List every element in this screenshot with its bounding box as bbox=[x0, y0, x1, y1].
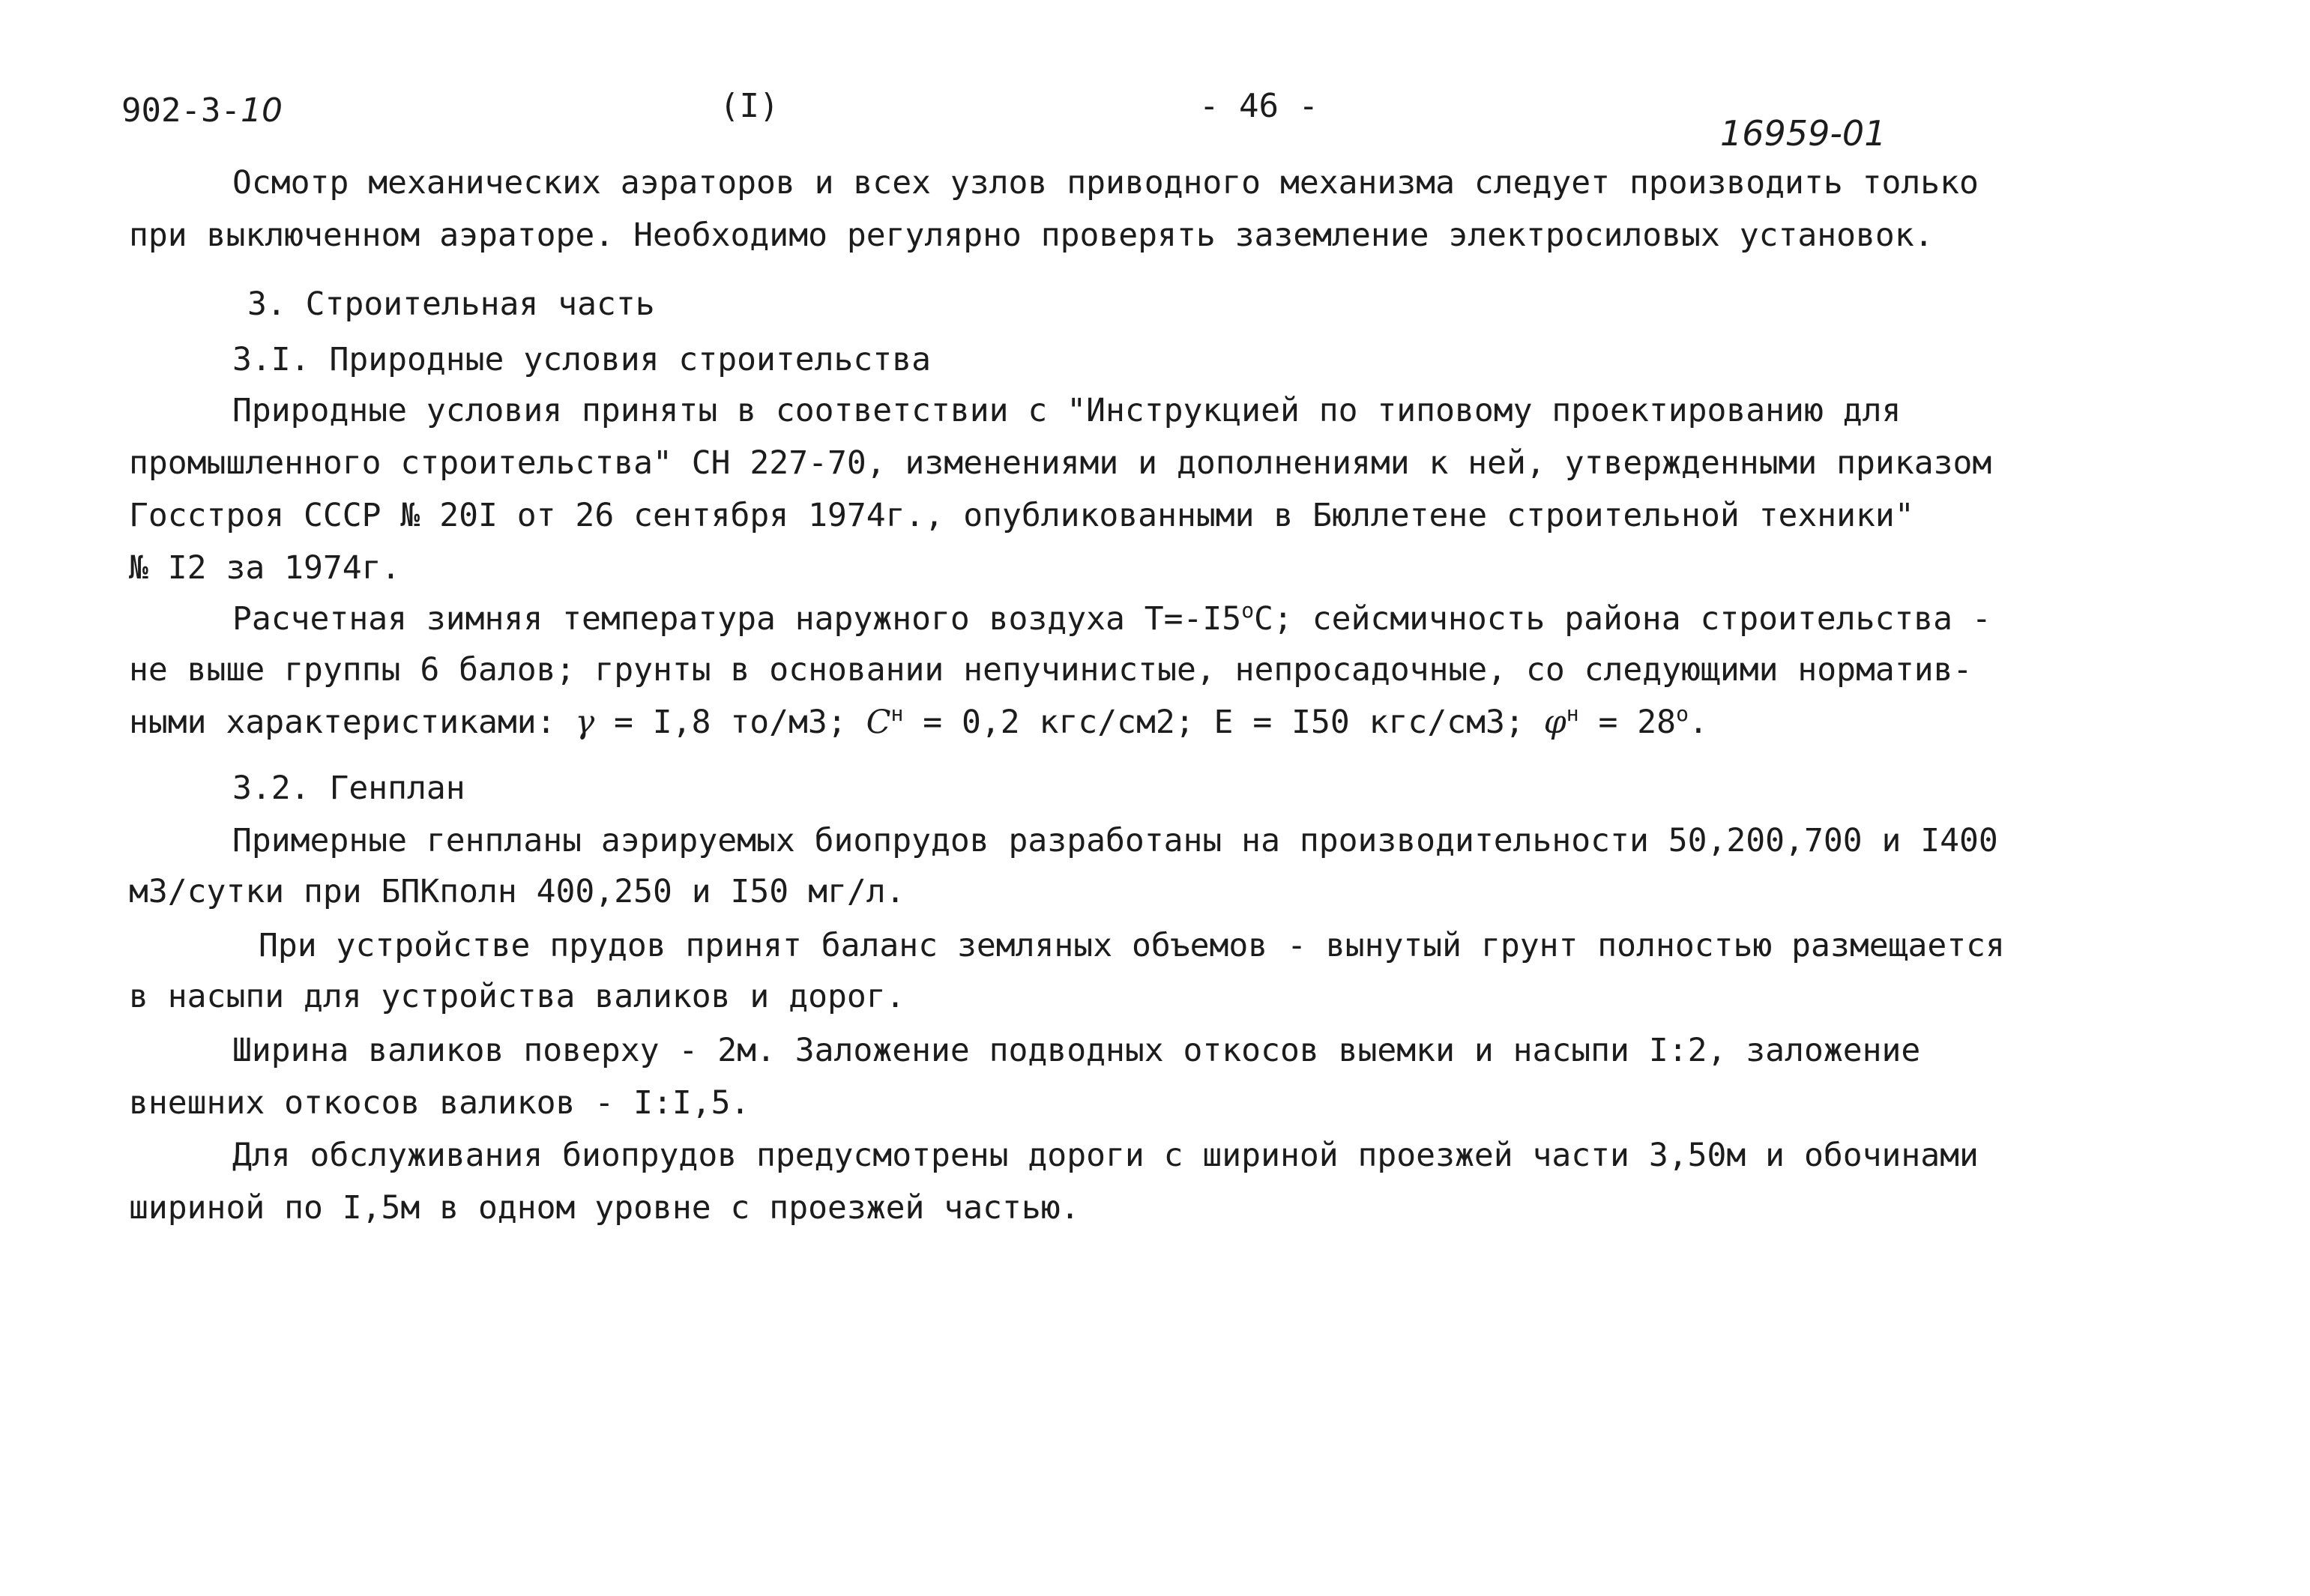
text-span: Расчетная зимняя температура наружного воздуха Т=-I5 bbox=[232, 600, 1242, 638]
superscript: о bbox=[1676, 701, 1689, 726]
text-line: При устройстве прудов принят баланс земляных объемов - вынутый грунт полностью размещается bbox=[259, 927, 2005, 964]
subsection-heading: 3.I. Природные условия строительства bbox=[232, 341, 931, 378]
text-line: № I2 за 1974г. bbox=[129, 549, 401, 587]
superscript: н bbox=[890, 701, 904, 726]
text-line: внешних откосов валиков - I:I,5. bbox=[129, 1084, 750, 1122]
text-line: Осмотр механических аэраторов и всех узлов приводного механизма следует производить только bbox=[232, 164, 1979, 202]
text-span: . bbox=[1688, 704, 1708, 741]
text-line: в насыпи для устройства валиков и дорог. bbox=[129, 978, 905, 1015]
text-line: Примерные генпланы аэрируемых биопрудов разработаны на производительности 50,200,700 и I400 bbox=[232, 822, 1998, 859]
doc-code bbox=[121, 88, 283, 133]
phi-symbol: φ bbox=[1543, 704, 1566, 741]
text-line: шириной по I,5м в одном уровне с проезжей частью. bbox=[129, 1189, 1080, 1227]
text-span: = 0,2 кгс/см2; Е = I50 кгс/см3; bbox=[903, 704, 1544, 741]
section-heading: 3. Строительная часть bbox=[247, 285, 655, 323]
ref-number: 16959-01 bbox=[1720, 113, 1887, 154]
text-span: ными характеристиками: bbox=[129, 704, 576, 741]
text-line bbox=[232, 596, 1991, 641]
text-line: Госстроя СССР № 20I от 26 сентября 1974г., опубликованными в Бюллетене строительной техники" bbox=[129, 497, 1914, 534]
text-span: С; сейсмичность района строительства - bbox=[1254, 600, 1991, 638]
text-line: при выключенном аэраторе. Необходимо регулярно проверять заземление электросиловых установок. bbox=[129, 217, 1934, 254]
superscript: н bbox=[1566, 701, 1579, 726]
text-line: Для обслуживания биопрудов предусмотрены дороги с шириной проезжей части 3,50м и обочинами bbox=[232, 1137, 1979, 1174]
gamma-symbol: γ bbox=[575, 704, 595, 741]
doc-code-prefix: 902-3- bbox=[121, 91, 241, 130]
text-span: = I,8 то/м3; bbox=[594, 704, 866, 741]
doc-code-handwritten: 10 bbox=[240, 91, 283, 130]
text-line: промышленного строительства" СН 227-70, изменениями и дополнениями к ней, утвержденными приказом bbox=[129, 444, 1992, 482]
page-number: - 46 - bbox=[1199, 87, 1318, 125]
text-line bbox=[129, 700, 1708, 745]
c-symbol: C bbox=[866, 704, 891, 741]
text-line: не выше группы 6 балов; грунты в основании непучинистые, непросадочные, со следующими норматив- bbox=[129, 651, 1973, 689]
superscript: о bbox=[1241, 598, 1255, 623]
text-line: Ширина валиков поверху - 2м. Заложение подводных откосов выемки и насыпи I:2, заложение bbox=[232, 1032, 1921, 1069]
subsection-heading: 3.2. Генплан bbox=[232, 770, 465, 807]
text-line: Природные условия приняты в соответствии с "Инструкцией по типовому проектированию для bbox=[232, 392, 1902, 429]
doc-part: (I) bbox=[720, 87, 779, 125]
text-line: м3/сутки при БПКполн 400,250 и I50 мг/л. bbox=[129, 873, 905, 910]
text-span: = 28 bbox=[1578, 704, 1677, 741]
